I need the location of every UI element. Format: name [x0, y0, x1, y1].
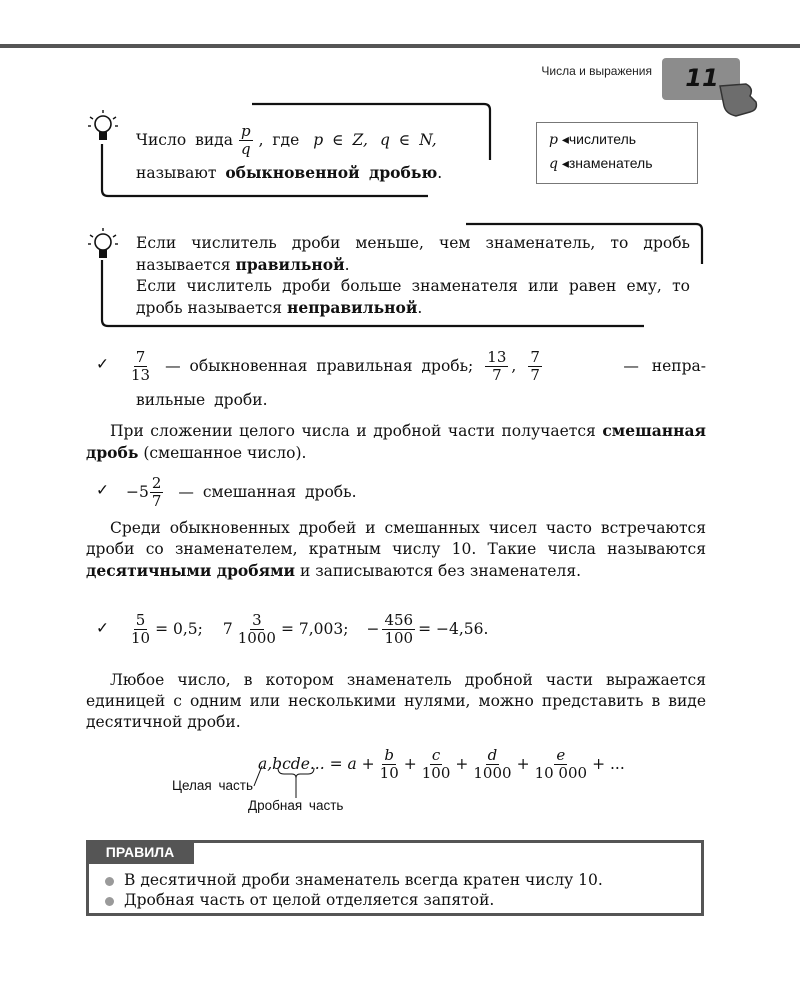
example-proper: ✓ $\frac{7}{13}$ — обыкновенная правильная дробь; $\frac{13}{7}$ , $\frac{7}{7}$ — непра- вильные дроби. [96, 347, 706, 409]
example-decimal: ✓ $\frac{5}{10}$ = 0,5; 7 $\frac{3}{1000}$ = 7,003; − $\frac{456}{100}$ = −4,56. [96, 610, 489, 647]
formula-pointers [240, 764, 330, 800]
bullet-icon [105, 897, 114, 906]
rules-title: ПРАВИЛА [86, 840, 194, 864]
decimal-expansion-formula: a,bcde... = a + $\frac{b}{10}$ + $\frac{c}{100}$ + $\frac{d}{1000}$ + $\frac{e}{10 000}$ + ... [258, 745, 625, 782]
paragraph-any-number: Любое число, в котором знаменатель дробной части выражается единицей с одним или несколькими нулями, можно представить в виде десятичной дроби. [86, 671, 706, 731]
fraction-legend: p ◂числитель q ◂знаменатель [536, 122, 698, 184]
paragraph-mixed: При сложении целого числа и дробной части получается смешанная дробь (смешанное число). [86, 421, 706, 462]
paragraph-decimal: Среди обыкновенных дробей и смешанных чисел часто встречаются дроби со знаменателем, кратным числу 10. Такие числа называются десятичными дробями и записываются без знаменателя. [86, 519, 706, 580]
tip-proper-improper: Если числитель дроби меньше, чем знаменатель, то дробь называется правильной. Если числитель дроби больше знаменателя или равен ему, то дробь называется неправильной. [136, 234, 690, 317]
checkmark-icon: ✓ [96, 619, 109, 637]
page-number: 11 [685, 64, 719, 92]
fraction-part-label: Дробная часть [248, 798, 344, 813]
checkmark-icon: ✓ [96, 481, 109, 499]
rule-item: Дробная часть от целой отделяется запятой. [105, 891, 494, 909]
whole-part-label: Целая часть [172, 778, 254, 793]
tip-definition: Число вида $\frac{p}{q}$ , где p ∈ Z, q ∈ N, называют обыкновенной дробью. [136, 121, 443, 182]
top-rule [0, 44, 800, 48]
checkmark-icon: ✓ [96, 355, 109, 373]
example-mixed: ✓ −5 $\frac{2}{7}$ — смешанная дробь. [96, 473, 357, 510]
section-title: Числа и выражения [541, 64, 652, 78]
rule-item: В десятичной дроби знаменатель всегда кратен числу 10. [105, 871, 603, 889]
bullet-icon [105, 877, 114, 886]
